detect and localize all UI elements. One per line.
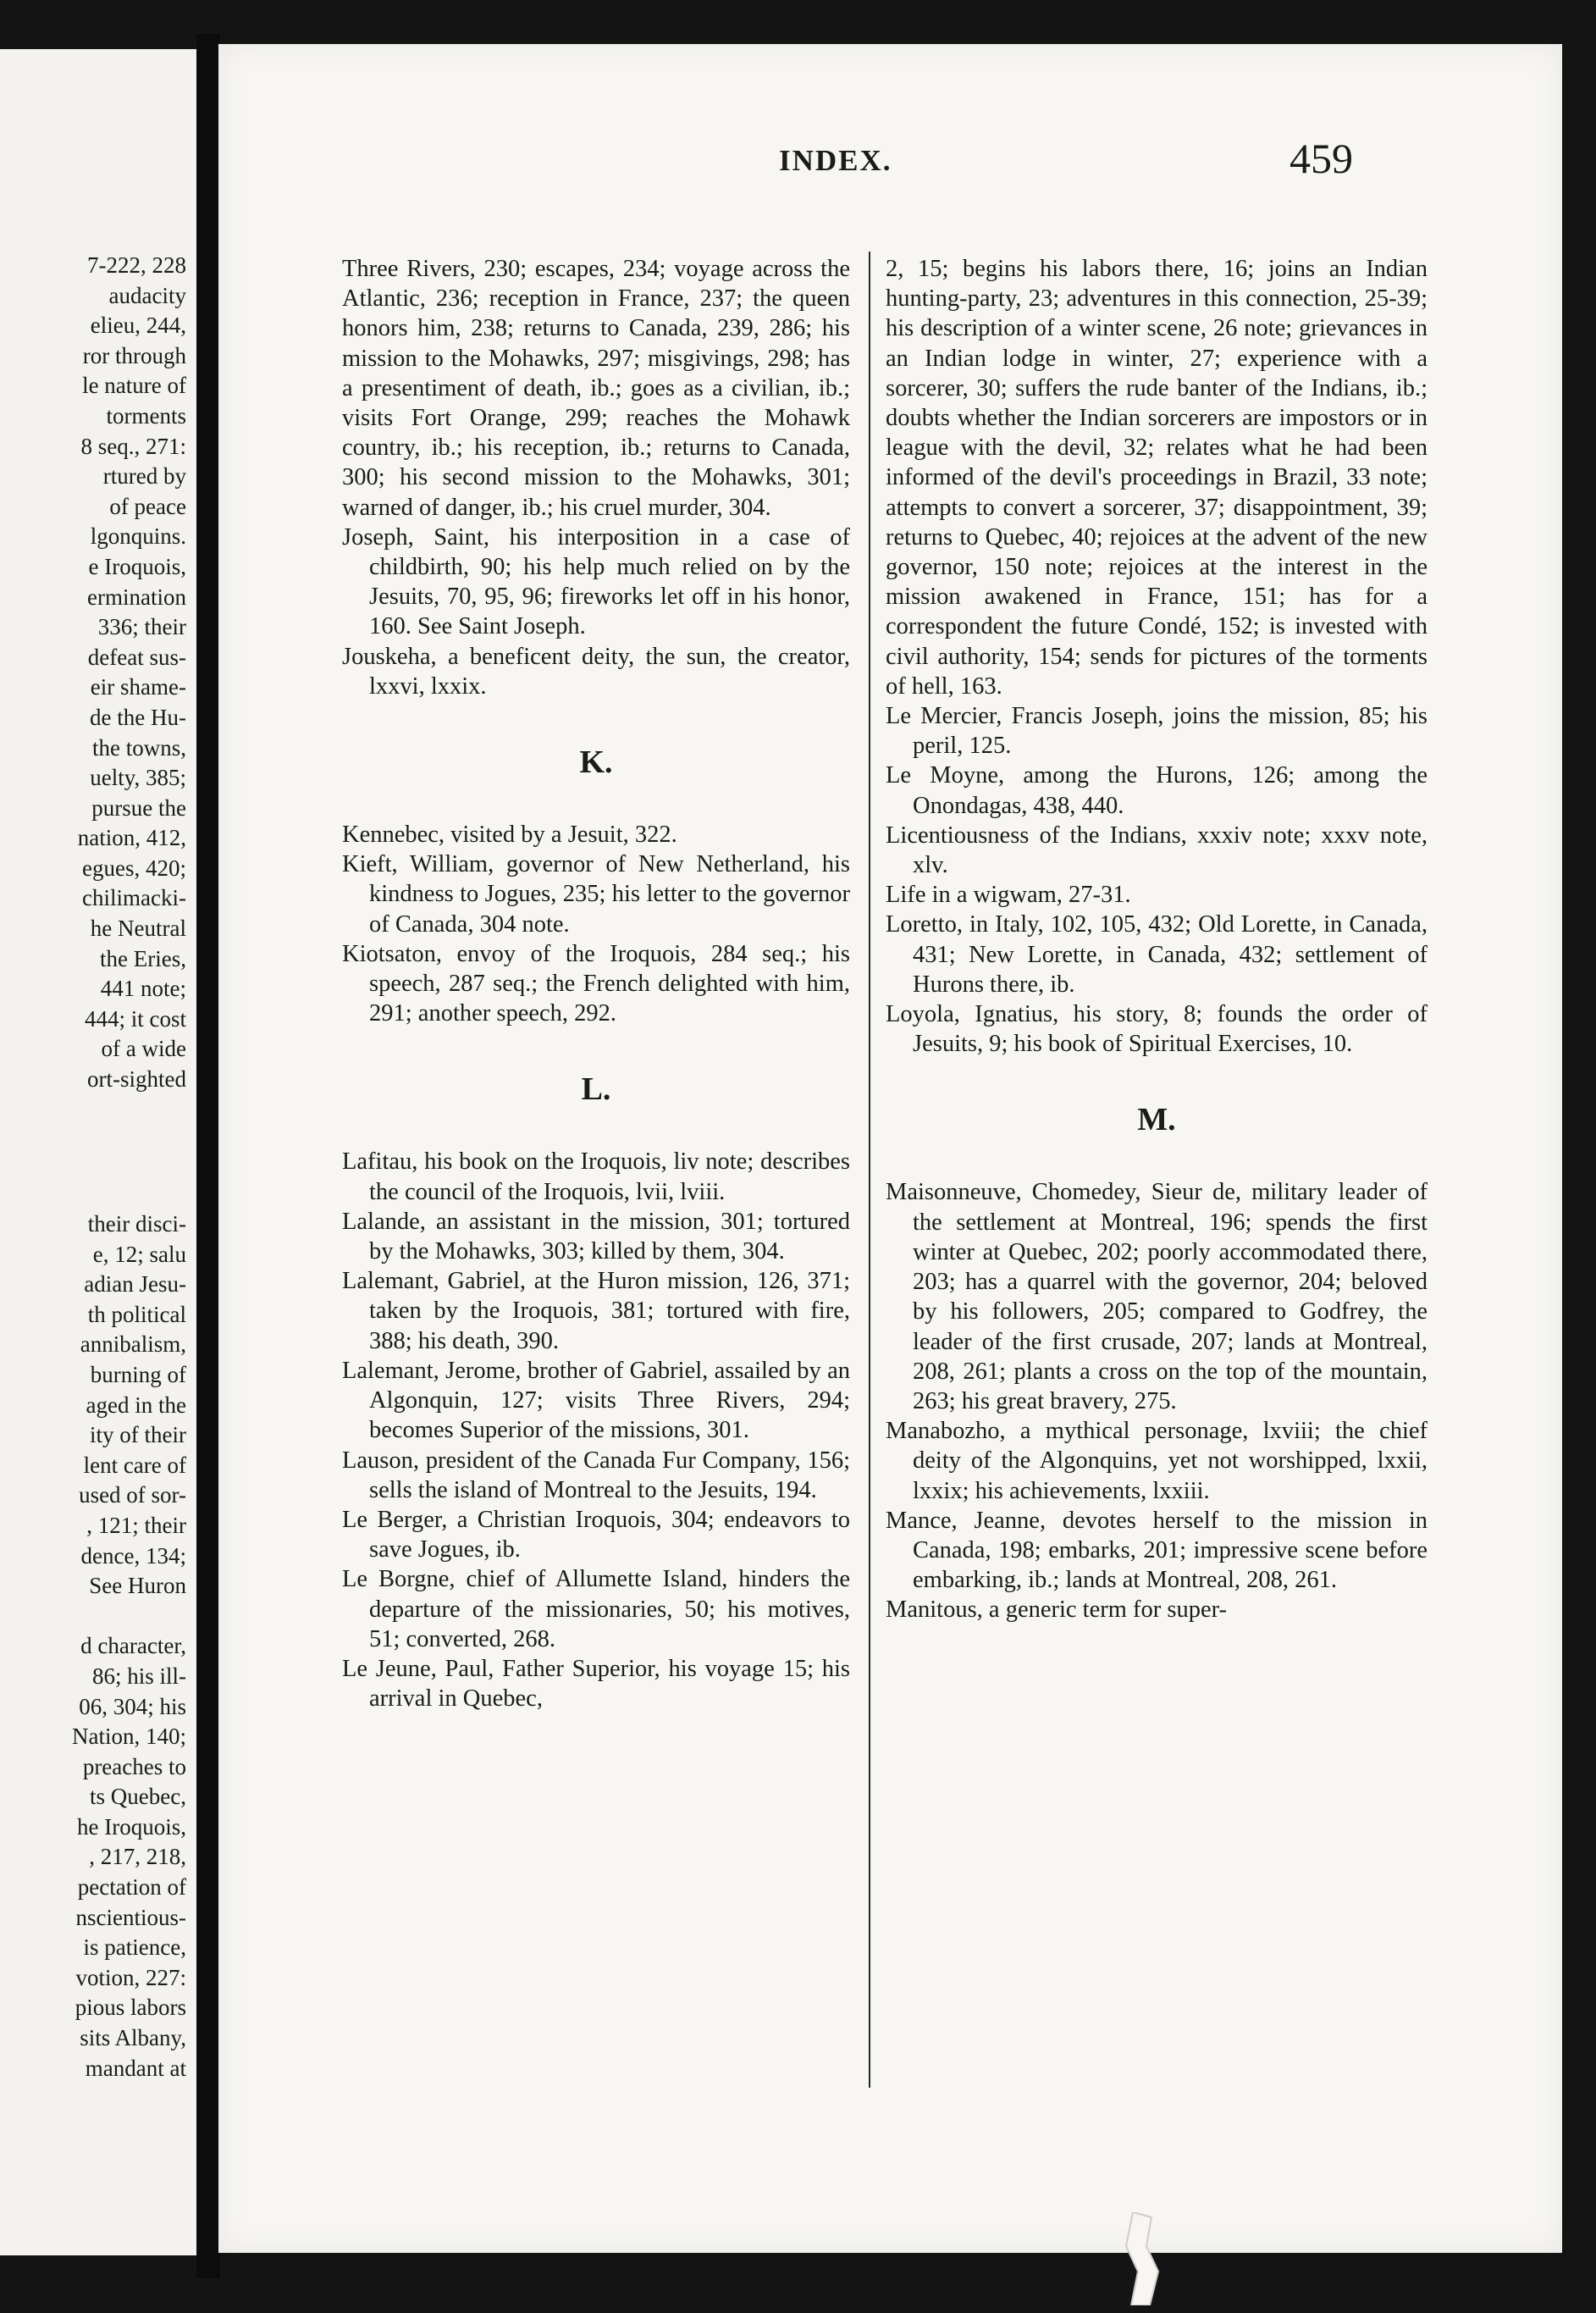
facing-page-line: used of sor-: [79, 1482, 186, 1508]
facing-page-line: mandant at: [85, 2055, 186, 2081]
facing-page-line: their disci-: [87, 1211, 186, 1237]
facing-page-line: he Iroquois,: [77, 1813, 186, 1840]
facing-page-line: aged in the: [86, 1392, 186, 1418]
index-entry-life-in-wigwam: Life in a wigwam, 27-31.: [886, 882, 1131, 909]
facing-page-line: 444; it cost: [85, 1005, 186, 1032]
page-tear-mark: [1116, 2212, 1167, 2305]
facing-page-line: he Neutral: [90, 916, 186, 942]
facing-page-line: [0, 1602, 186, 1632]
facing-page-line: 8 seq., 271:: [80, 433, 186, 459]
facing-page-line: , 121; their: [86, 1512, 186, 1538]
index-entry-mance: Mance, Jeanne, devotes herself to the mission in Canada, 198; embarks, 201; impressive scene before embarking, ib.; lands at Montreal, 208, 261.: [886, 1507, 1428, 1594]
facing-page-line: audacity: [108, 282, 186, 308]
index-entry-lalemant-jerome: Lalemant, Jerome, brother of Gabriel, assailed by an Algonquin, 127; visits Three Rivers, 294; becomes Superior of the missions, 301.: [342, 1357, 850, 1444]
index-entry-kieft: Kieft, William, governor of New Netherland, his kindness to Jogues, 235; his letter to the governor of Canada, 304 note.: [342, 851, 850, 938]
index-entry-licentiousness: Licentiousness of the Indians, xxxiv note; xxxv note, xlv.: [886, 822, 1428, 879]
index-entry-jouskeha: Jouskeha, a beneficent deity, the sun, the creator, lxxvi, lxxix.: [342, 643, 850, 700]
facing-page-line: burning of: [90, 1361, 186, 1387]
index-entry-le-borgne: Le Borgne, chief of Allumette Island, hinders the departure of the missionaries, 50; his motives, 51; converted, 268.: [342, 1566, 850, 1652]
index-entry-le-jeune-continued: 2, 15; begins his labors there, 16; joins an Indian hunting-party, 23; adventures in this connection, 25-39; his description of a winter scene, 26 note; grievances in an Indian lodge in winter, 27; experience with a sorcerer, 30; suffers the rude banter of the Indians, ib.; doubts whether the Indian sorcerers are impostors or in league with the devil, 32; relates what he had been informed of the devil's proceedings in Brazil, 33 note; attempts to convert a sorcerer, 37; disappointment, 39; returns to Quebec, 40; rejoices at the advent of the new governor, 150 note; rejoices at the interest in the mission awakened in France, 151; has for a correspondent the future Condé, 152; is invested with civil authority, 154; sends for pictures of the torments of hell, 163.: [886, 256, 1428, 700]
facing-page-line: of a wide: [101, 1036, 186, 1062]
index-entry-kiotsaton: Kiotsaton, envoy of the Iroquois, 284 seq.; his speech, 287 seq.; the French delighted with him, 291; another speech, 292.: [342, 940, 850, 1027]
facing-page-line: 441 note;: [100, 976, 186, 1002]
index-entry-le-berger: Le Berger, a Christian Iroquois, 304; endeavors to save Jogues, ib.: [342, 1506, 850, 1563]
facing-page-text-bottom: [0, 1209, 186, 2083]
facing-page-line: , 217, 218,: [89, 1844, 186, 1870]
facing-page-line: the Eries,: [100, 945, 186, 971]
index-entry-manabozho: Manabozho, a mythical personage, lxviii; the chief deity of the Algonquins, yet not worshipped, lxxii, lxxix; his achievements, lxxiii.: [886, 1418, 1428, 1504]
facing-page-line: annibalism,: [80, 1331, 186, 1358]
facing-page-line: 336; their: [97, 614, 186, 640]
index-entry-le-jeune: Le Jeune, Paul, Father Superior, his voyage 15; his arrival in Quebec,: [342, 1655, 850, 1713]
facing-page-line: de the Hu-: [90, 704, 186, 730]
facing-page-line: 06, 304; his: [79, 1693, 186, 1719]
facing-page-line: ror through: [82, 342, 186, 368]
index-page: [218, 44, 1562, 2253]
facing-page-line: nscientious-: [75, 1904, 186, 1930]
facing-page-line: Nation, 140;: [72, 1724, 186, 1750]
facing-page-line: dence, 134;: [80, 1542, 186, 1569]
facing-page-line: pectation of: [77, 1874, 186, 1901]
facing-page-line: nation, 412,: [77, 825, 186, 851]
index-entry-kennebec: Kennebec, visited by a Jesuit, 322.: [342, 822, 677, 849]
facing-page-line: torments: [106, 402, 186, 429]
facing-page-line: ermination: [87, 584, 186, 610]
index-entry-lalande: Lalande, an assistant in the mission, 301; tortured by the Mohawks, 303; killed by them, 304.: [342, 1208, 850, 1265]
facing-page-line: ity of their: [90, 1422, 186, 1448]
section-letter-m: M.: [1137, 1102, 1176, 1138]
facing-page-fragment: [0, 49, 196, 2255]
facing-page-line: rtured by: [102, 463, 186, 490]
facing-page-line: eir shame-: [90, 674, 186, 700]
index-column-left: [342, 254, 850, 1713]
facing-page-line: uelty, 385;: [90, 765, 186, 791]
facing-page-line: ort-sighted: [87, 1066, 186, 1093]
facing-page-line: th political: [87, 1301, 186, 1327]
facing-page-line: lgonquins.: [90, 523, 186, 550]
facing-page-line: d character,: [80, 1633, 186, 1659]
facing-page-line: adian Jesu-: [84, 1271, 186, 1298]
column-divider: [869, 252, 870, 2088]
facing-page-line: e Iroquois,: [88, 553, 186, 579]
index-entry-le-moyne: Le Moyne, among the Hurons, 126; among the Onondagas, 438, 440.: [886, 762, 1428, 819]
index-entry-loretto: Loretto, in Italy, 102, 105, 432; Old Lorette, in Canada, 431; New Lorette, in Canada, 432; settlement of Hurons there, ib.: [886, 911, 1428, 998]
facing-page-line: 7-222, 228: [87, 252, 186, 278]
facing-page-line: defeat sus-: [87, 644, 186, 670]
index-entry-manitous: Manitous, a generic term for super-: [886, 1596, 1228, 1624]
facing-page-line: le nature of: [82, 373, 186, 399]
index-entry-jogues-continued: Three Rivers, 230; escapes, 234; voyage across the Atlantic, 236; reception in France, 237; the queen honors him, 238; returns to Canada, 239, 286; his mission to the Mohawks, 297; misgivings, 298; has a presentiment of death, ib.; goes as a civilian, ib.; visits Fort Orange, 299; reaches the Mohawk country, ib.; his reception, ib.; returns to Canada, 300; his second mission to the Mohawks, 301; warned of danger, ib.; his cruel murder, 304.: [342, 256, 850, 521]
facing-page-line: elieu, 244,: [90, 313, 186, 339]
index-entry-lauson: Lauson, president of the Canada Fur Company, 156; sells the island of Montreal to the Jesuits, 194.: [342, 1447, 850, 1503]
facing-page-text-top: [0, 251, 186, 1095]
index-entry-lalemant-gabriel: Lalemant, Gabriel, at the Huron mission, 126, 371; taken by the Iroquois, 381; tortured with fire, 388; his death, 390.: [342, 1268, 850, 1354]
facing-page-line: egues, 420;: [82, 855, 186, 881]
facing-page-line: of peace: [109, 493, 186, 519]
section-letter-k: K.: [579, 744, 613, 781]
facing-page-line: lent care of: [83, 1452, 186, 1478]
index-entry-joseph: Joseph, Saint, his interposition in a case of childbirth, 90; his help much relied on by the Jesuits, 70, 95, 96; fireworks let off in his honor, 160. See Saint Joseph.: [342, 523, 850, 640]
index-entry-maisonneuve: Maisonneuve, Chomedey, Sieur de, military leader of the settlement at Montreal, 196; spends the first winter at Quebec, 202; poorly accommodated there, 203; has a quarrel with the governor, 204; beloved by his followers, 205; compared to Godfrey, the leader of the first crusade, 207; lands at Montreal, 208, 261; plants a cross on the top of the mountain, 263; his great bravery, 275.: [886, 1179, 1428, 1414]
page-title: INDEX.: [779, 144, 892, 177]
facing-page-line: the towns,: [92, 734, 186, 761]
facing-page-line: 86; his ill-: [91, 1663, 186, 1689]
index-entry-loyola: Loyola, Ignatius, his story, 8; founds the order of Jesuits, 9; his book of Spiritual Exercises, 10.: [886, 1001, 1428, 1058]
section-letter-l: L.: [581, 1071, 611, 1108]
index-entry-le-mercier: Le Mercier, Francis Joseph, joins the mission, 85; his peril, 125.: [886, 703, 1428, 760]
facing-page-line: preaches to: [82, 1753, 186, 1779]
facing-page-line: ts Quebec,: [90, 1784, 186, 1810]
facing-page-line: sits Albany,: [80, 2025, 186, 2051]
book-gutter: [196, 34, 220, 2278]
facing-page-line: is patience,: [83, 1934, 186, 1961]
facing-page-line: e, 12; salu: [92, 1241, 186, 1267]
index-entry-lafitau: Lafitau, his book on the Iroquois, liv note; describes the council of the Iroquois, lvii, lviii.: [342, 1148, 850, 1205]
facing-page-line: See Huron: [89, 1573, 186, 1599]
facing-page-line: pious labors: [75, 1995, 186, 2021]
facing-page-line: chilimacki-: [82, 885, 186, 911]
page-number: 459: [1290, 135, 1353, 182]
running-head: [218, 135, 1562, 195]
facing-page-line: pursue the: [91, 794, 186, 821]
index-column-right: [886, 254, 1428, 1625]
facing-page-line: votion, 227:: [75, 1964, 186, 1990]
